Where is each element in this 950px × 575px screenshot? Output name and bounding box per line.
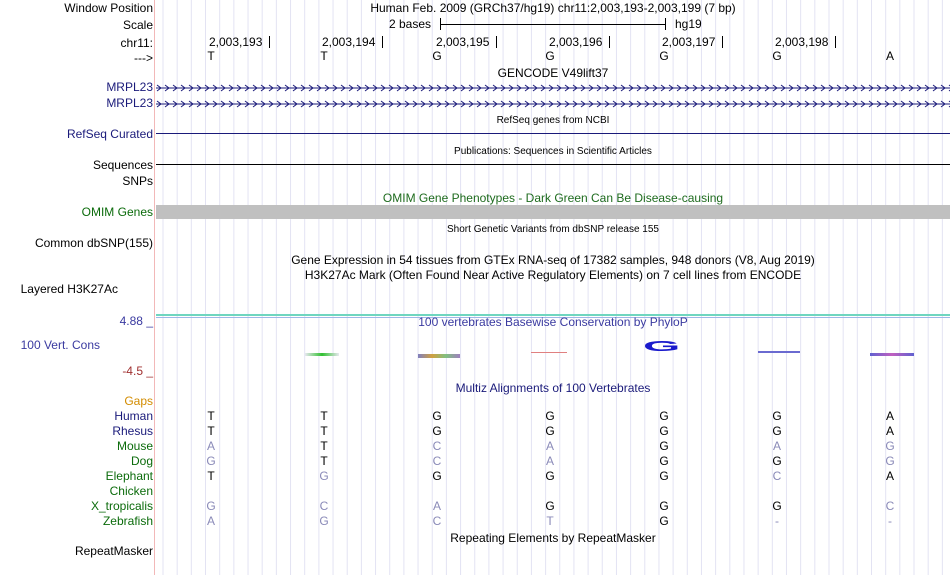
reference-base: A <box>885 49 894 63</box>
alignment-base: G <box>772 454 782 468</box>
alignment-base: C <box>432 514 442 528</box>
alignment-base: - <box>775 514 779 528</box>
alignment-base: T <box>320 454 328 468</box>
track-label-snps[interactable]: SNPs <box>122 174 153 188</box>
conservation-score-mark <box>758 351 800 353</box>
alignment-base: G <box>432 409 442 423</box>
publications-track-title: Publications: Sequences in Scientific Articles <box>454 146 652 157</box>
ruler-tick <box>382 36 383 48</box>
conservation-min-value: -4.5 _ <box>122 364 153 378</box>
alignment-base: G <box>659 439 669 453</box>
alignment-base: A <box>772 439 781 453</box>
gene-chevrons <box>156 98 950 110</box>
scale-bar-text: 2 bases <box>389 17 432 31</box>
conservation-score-mark <box>305 353 339 356</box>
alignment-base: T <box>320 424 328 438</box>
alignment-base: C <box>432 454 442 468</box>
species-label-chicken: Chicken <box>109 484 153 498</box>
alignment-base: A <box>545 439 554 453</box>
track-label-sequences[interactable]: Sequences <box>92 158 153 172</box>
alignment-base: T <box>320 439 328 453</box>
scale-label: Scale <box>122 18 153 32</box>
alignment-base: G <box>545 469 555 483</box>
track-label-refseq-curated[interactable]: RefSeq Curated <box>66 127 153 141</box>
gtex-track-title: Gene Expression in 54 tissues from GTEx RNA-seq of 17382 samples, 948 donors (V8, Aug 2019) <box>291 253 815 267</box>
gaps-label: Gaps <box>124 394 153 408</box>
gene-model-mrpl23-2[interactable] <box>156 98 950 110</box>
h3k27ac-signal[interactable] <box>156 308 950 313</box>
alignment-base: T <box>546 514 554 528</box>
reference-base: T <box>320 49 328 63</box>
multiz-track-title: Multiz Alignments of 100 Vertebrates <box>455 381 651 395</box>
reference-base: G <box>772 49 782 63</box>
alignment-base: G <box>772 424 782 438</box>
scale-assembly-name: hg19 <box>675 17 702 31</box>
ruler-tick <box>835 36 836 48</box>
conservation-logo-letter: G <box>643 339 681 355</box>
species-label-human: Human <box>114 409 153 423</box>
alignment-base: T <box>207 409 215 423</box>
conservation-score-mark <box>870 353 914 356</box>
species-label-mouse: Mouse <box>116 439 153 453</box>
sequences-line[interactable] <box>156 164 950 165</box>
conservation-score-mark <box>531 352 567 353</box>
ruler-position-5: 2,003,197 <box>662 35 716 49</box>
gene-model-mrpl23-1[interactable] <box>156 82 950 94</box>
alignment-base: G <box>885 454 895 468</box>
species-label-x-tropicalis: X_tropicalis <box>90 499 153 513</box>
alignment-base: - <box>888 514 892 528</box>
alignment-base: C <box>772 469 782 483</box>
scale-bar-line <box>440 24 666 25</box>
window-position-text: Human Feb. 2009 (GRCh37/hg19) chr11:2,003,193-2,003,199 (7 bp) <box>370 1 736 15</box>
alignment-base: G <box>659 409 669 423</box>
alignment-base: A <box>885 409 894 423</box>
track-label-repeatmasker[interactable]: RepeatMasker <box>74 544 153 558</box>
alignment-base: G <box>772 499 782 513</box>
omim-gene-bar[interactable] <box>156 205 950 219</box>
reference-base: G <box>432 49 442 63</box>
alignment-base: G <box>659 514 669 528</box>
ruler-position-4: 2,003,196 <box>549 35 603 49</box>
track-label-mrpl23-1[interactable]: MRPL23 <box>106 80 153 94</box>
alignment-base: G <box>545 409 555 423</box>
chromosome-label: chr11: <box>120 36 153 50</box>
alignment-base: G <box>772 409 782 423</box>
phylop-track-title: 100 vertebrates Basewise Conservation by PhyloP <box>418 315 688 329</box>
track-label-omim-genes[interactable]: OMIM Genes <box>81 205 153 219</box>
alignment-base: T <box>207 469 215 483</box>
alignment-base: G <box>432 424 442 438</box>
dbsnp-track-title: Short Genetic Variants from dbSNP release 155 <box>447 224 659 235</box>
label-column-divider <box>154 0 155 575</box>
alignment-base: G <box>319 469 329 483</box>
ruler-tick <box>269 36 270 48</box>
alignment-base: T <box>207 424 215 438</box>
strand-arrow-label: ---> <box>134 51 153 65</box>
omim-track-title: OMIM Gene Phenotypes - Dark Green Can Be Disease-causing <box>382 191 724 205</box>
species-label-rhesus: Rhesus <box>112 424 153 438</box>
alignment-base: A <box>545 454 554 468</box>
alignment-base: C <box>319 499 329 513</box>
ruler-tick <box>722 36 723 48</box>
ruler-position-6: 2,003,198 <box>775 35 829 49</box>
refseq-track-title: RefSeq genes from NCBI <box>496 115 610 126</box>
window-position-label: Window Position <box>64 1 153 15</box>
scale-bar-right-tick <box>665 18 666 30</box>
alignment-base: A <box>206 514 215 528</box>
alignment-base: A <box>206 439 215 453</box>
conservation-logo-g <box>643 339 689 355</box>
species-label-dog: Dog <box>130 454 153 468</box>
alignment-base: A <box>432 499 441 513</box>
ruler-position-2: 2,003,194 <box>322 35 376 49</box>
ruler-tick <box>609 36 610 48</box>
species-label-zebrafish: Zebrafish <box>102 514 153 528</box>
conservation-max-value: 4.88 _ <box>119 314 153 328</box>
alignment-base: G <box>659 469 669 483</box>
gencode-track-title: GENCODE V49lift37 <box>497 66 609 80</box>
alignment-base: G <box>659 499 669 513</box>
alignment-base: G <box>206 499 216 513</box>
ruler-position-3: 2,003,195 <box>436 35 490 49</box>
track-label-vert-cons[interactable]: 100 Vert. Cons <box>20 338 100 352</box>
repeatmasker-track-title: Repeating Elements by RepeatMasker <box>450 531 656 545</box>
ruler-position-1: 2,003,193 <box>209 35 263 49</box>
reference-base: T <box>207 49 215 63</box>
alignment-base: G <box>885 439 895 453</box>
alignment-base: G <box>659 454 669 468</box>
alignment-base: C <box>432 439 442 453</box>
alignment-base: G <box>319 514 329 528</box>
ruler-tick <box>496 36 497 48</box>
alignment-base: G <box>545 424 555 438</box>
reference-base: G <box>545 49 555 63</box>
conservation-score-mark <box>418 354 460 358</box>
alignment-base: G <box>206 454 216 468</box>
alignment-base: A <box>885 469 894 483</box>
alignment-base: G <box>545 499 555 513</box>
reference-base: G <box>659 49 669 63</box>
alignment-base: A <box>885 424 894 438</box>
alignment-base: G <box>432 469 442 483</box>
alignment-base: T <box>320 409 328 423</box>
track-label-common-dbsnp[interactable]: Common dbSNP(155) <box>34 236 153 250</box>
refseq-gene-line[interactable] <box>156 133 950 134</box>
track-label-layered-h3k27ac[interactable]: Layered H3K27Ac <box>20 282 118 296</box>
alignment-base: C <box>885 499 895 513</box>
track-label-mrpl23-2[interactable]: MRPL23 <box>106 96 153 110</box>
alignment-base: G <box>659 424 669 438</box>
gene-chevrons <box>156 82 950 94</box>
species-label-elephant: Elephant <box>105 469 153 483</box>
h3k27ac-track-title: H3K27Ac Mark (Often Found Near Active Regulatory Elements) on 7 cell lines from ENCODE <box>304 268 802 282</box>
